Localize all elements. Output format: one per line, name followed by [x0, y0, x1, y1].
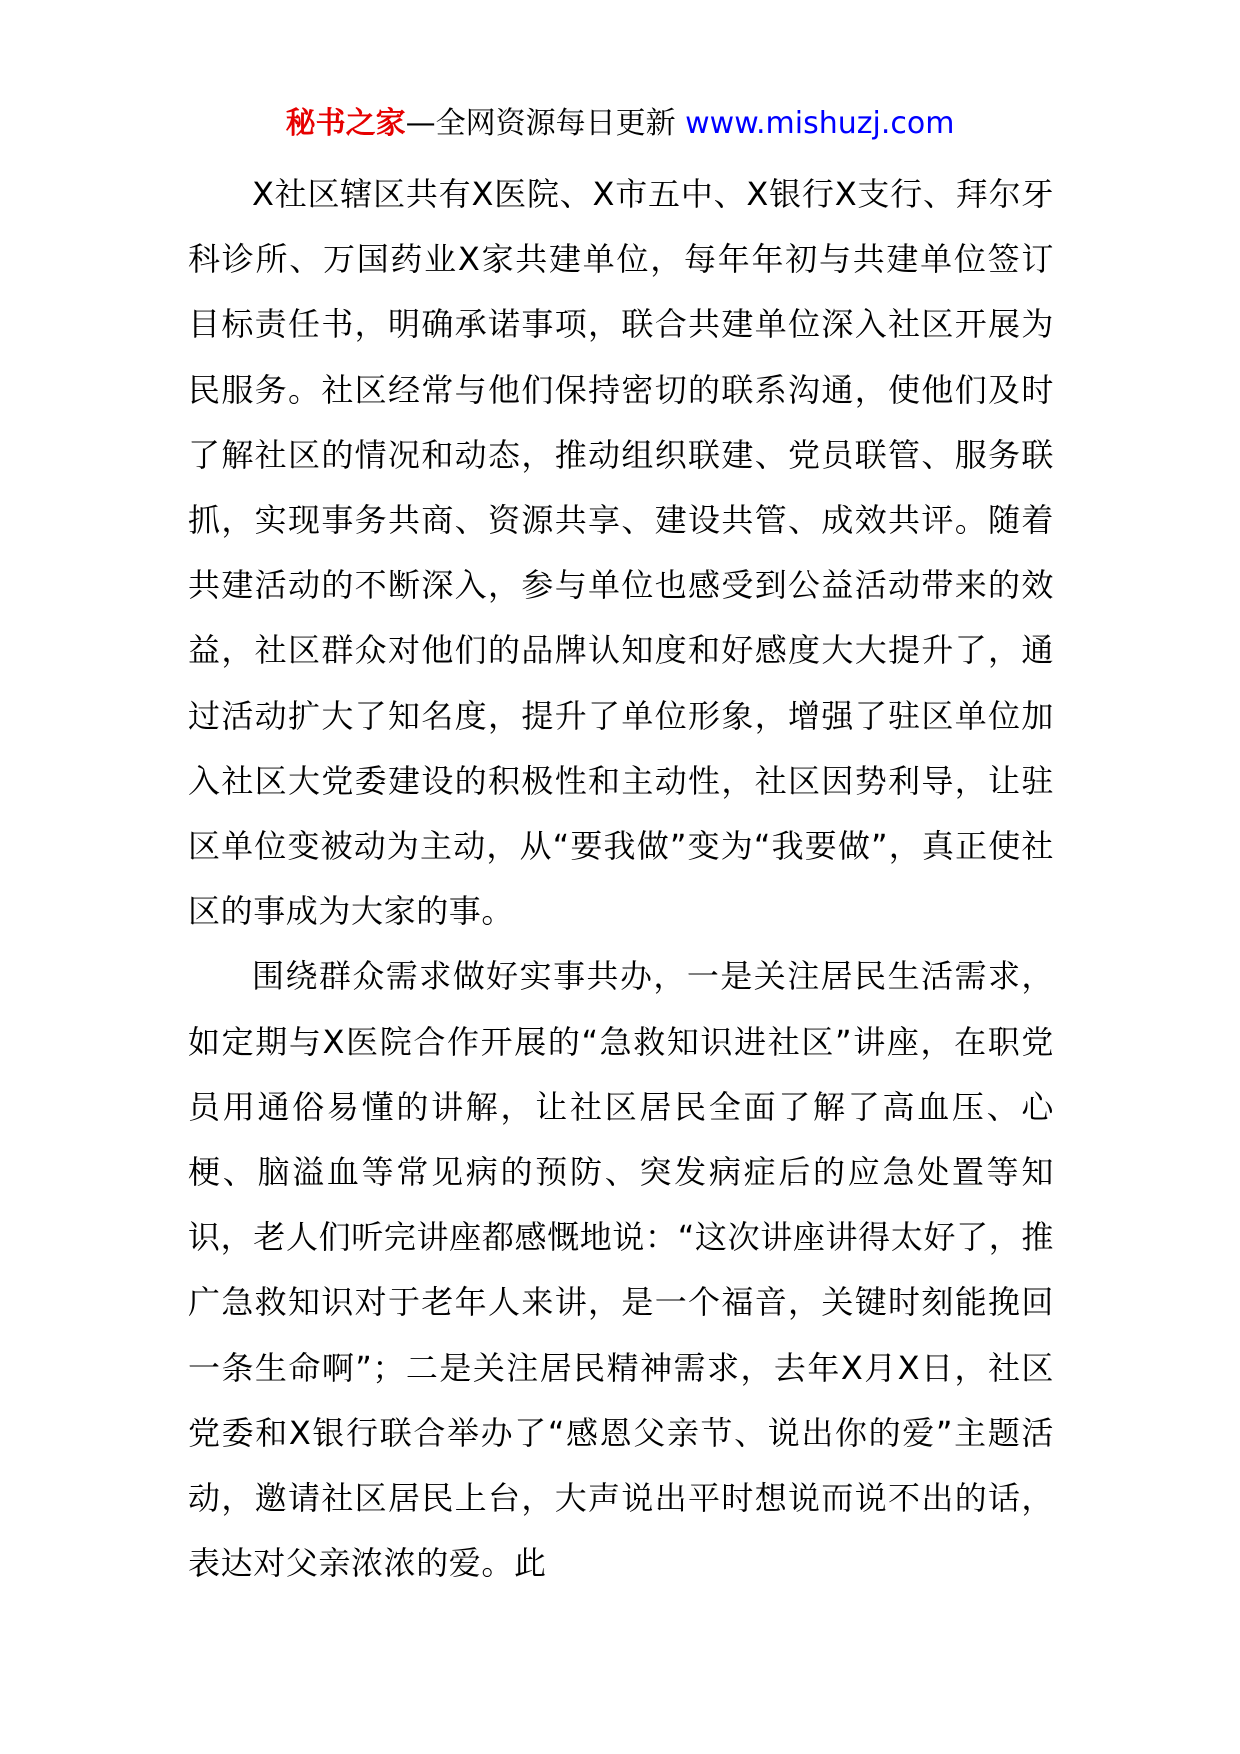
header-brand: 秘书之家 — [285, 106, 406, 141]
header-url-link[interactable]: www.mishuzj.com — [685, 106, 955, 141]
paragraph-1: X社区辖区共有X医院、X市五中、X银行X支行、拜尔牙科诊所、万国药业X家共建单位，每年年初与共建单位签订目标责任书，明确承诺事项，联合共建单位深入社区开展为民服务。社区经常与他们保持密切的联系沟通，使他们及时了解社区的情况和动态，推动组织联建、党员联管、服务联抓，实现事务共商、资源共享、建设共管、成效共评。随着共建活动的不断深入，参与单位也感受到公益活动带来的效益，社区群众对他们的品牌认知度和好感度大大提升了，通过活动扩大了知名度，提升了单位形象，增强了驻区单位加入社区大党委建设的积极性和主动性，社区因势利导，让驻区单位变被动为主动，从“要我做”变为“我要做”，真正使社区的事成为大家的事。 — [188, 175, 1054, 931]
page-header — [0, 98, 1240, 150]
header-tagline: —全网资源每日更新 — [405, 106, 676, 141]
document-body — [188, 162, 1054, 1596]
paragraph-2: 围绕群众需求做好实事共办，一是关注居民生活需求，如定期与X医院合作开展的“急救知识进社区”讲座，在职党员用通俗易懂的讲解，让社区居民全面了解了高血压、心梗、脑溢血等常见病的预防、突发病症后的应急处置等知识，老人们听完讲座都感慨地说：“这次讲座讲得太好了，推广急救知识对于老年人来讲，是一个福音，关键时刻能挽回一条生命啊”；二是关注居民精神需求，去年X月X日，社区党委和X银行联合举办了“感恩父亲节、说出你的爱”主题活动，邀请社区居民上台，大声说出平时想说而说不出的话，表达对父亲浓浓的爱。此 — [188, 957, 1054, 1583]
